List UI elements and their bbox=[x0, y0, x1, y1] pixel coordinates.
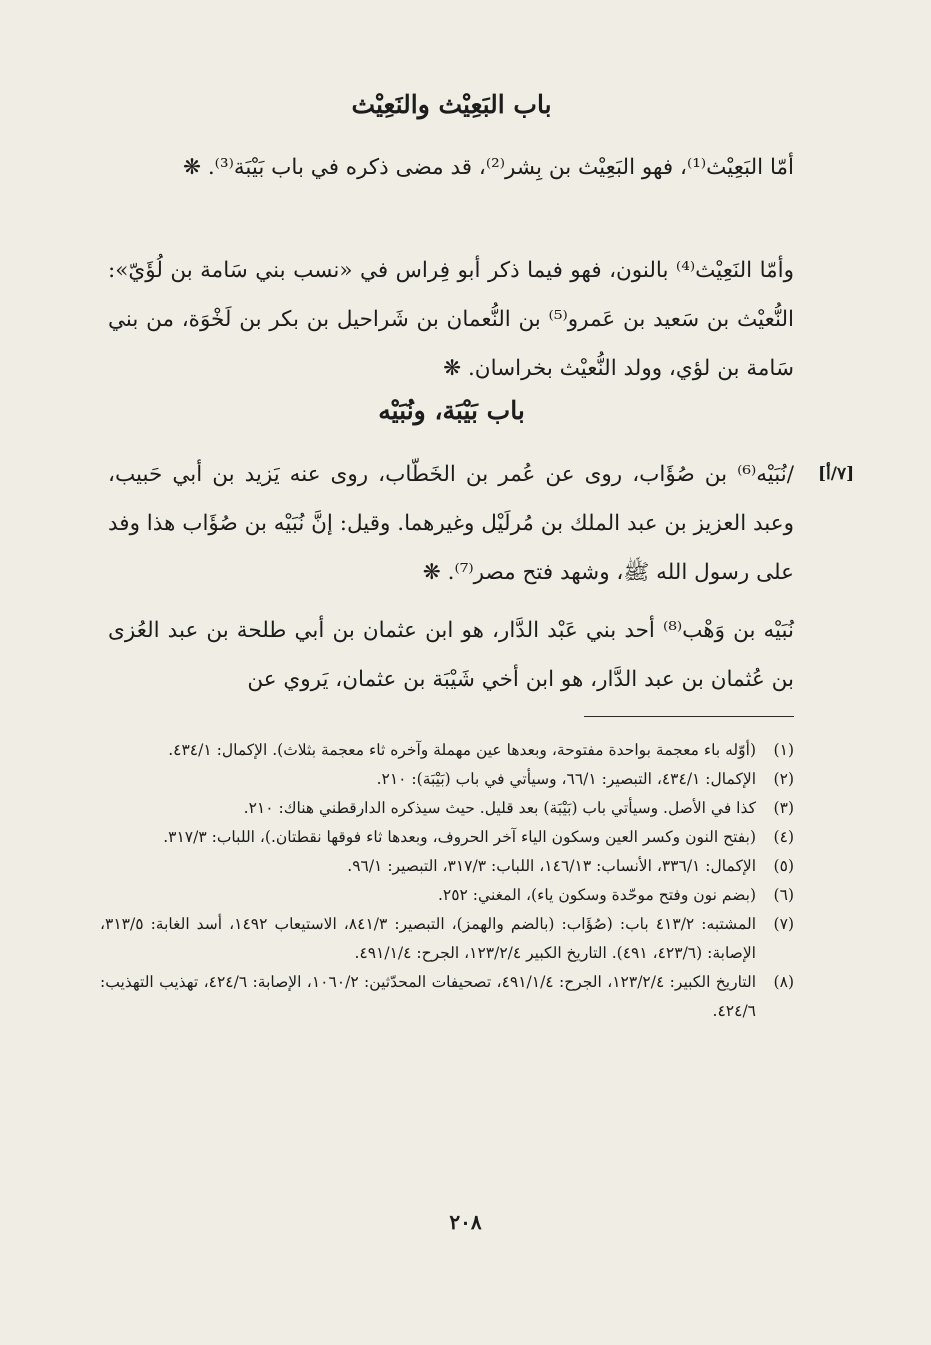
footnote-text: (بفتح النون وكسر العين وسكون الياء آخر الحروف، وبعدها ثاء فوقها نقطتان.)، اللباب: ٣١٧/٣. bbox=[163, 828, 756, 846]
chapter-heading-1: باب البَعِيْث والنَعِيْث bbox=[351, 90, 552, 119]
footnote-number: (٦) bbox=[773, 886, 794, 904]
page-number: ٢٠٨ bbox=[449, 1210, 482, 1234]
chapter-heading-2: باب بَيْبَة، ونُبَيْه bbox=[378, 396, 525, 425]
footnote bbox=[100, 736, 794, 765]
footnote-text: المشتبه: ٤١٣/٢ باب: (صُؤَاب: (بالضم والهمز)، التبصير: ٨٤١/٣، الاستيعاب ١٤٩٢، أسد الغابة: ٣١٣/٥، الإصابة: (٤٢٣/٦، ٤٩١). التاريخ الكبير ١٢٣/٢/٤، الجرح: ٤٩١/١/٤. bbox=[100, 915, 756, 962]
paragraph-2: وأمّا النَعِيْث⁽⁴⁾ بالنون، فهو فيما ذكر أبو فِراس في «نسب بني سَامة بن لُؤَيّ»: النُّعيْث بن سَعيد بن عَمرو⁽⁵⁾ بن النُّعمان بن شَراحيل بن بكر بن لَخْوَة، من بني سَامة بن لؤي، وولد النُّعيْث بخراسان. ❋ bbox=[108, 258, 794, 381]
footnote-number: (٣) bbox=[773, 799, 794, 817]
footnote bbox=[100, 823, 794, 852]
footnote-number: (١) bbox=[773, 741, 794, 759]
footnote bbox=[100, 968, 794, 1026]
footnote bbox=[100, 794, 794, 823]
footnote-separator bbox=[584, 716, 794, 717]
footnote-number: (٢) bbox=[773, 770, 794, 788]
footnote-text: كذا في الأصل. وسيأتي باب (بَيْبَة) بعد قليل. حيث سيذكره الدارقطني هناك: ٢١٠. bbox=[243, 799, 756, 817]
paragraph-3: /نُبَيْه⁽⁶⁾ بن صُؤَاب، روى عن عُمر بن الخَطّاب، روى عنه يَزيد بن أبي حَبيب، وعبد العزيز بن عبد الملك بن مُرلَيْل وغيرهما. وقيل: إنَّ نُبَيْه بن صُؤَاب هذا وفد على رسول الله ﷺ، وشهد فتح مصر⁽⁷⁾. ❋ bbox=[108, 462, 794, 585]
footnote bbox=[100, 852, 794, 881]
footnote-text: الإكمال: ٣٣٦/١، الأنساب: ١٤٦/١٣، اللباب: ٣١٧/٣، التبصير: ٩٦/١. bbox=[347, 857, 756, 875]
footnote bbox=[100, 765, 794, 794]
footnote-text: (أوّله باء معجمة بواحدة مفتوحة، وبعدها عين مهملة وآخره ثاء معجمة بثلاث). الإكمال: ٤٣٤/١. bbox=[168, 741, 756, 759]
footnote-number: (٤) bbox=[773, 828, 794, 846]
paragraph-4: نُبَيْه بن وَهْب⁽⁸⁾ أحد بني عَبْد الدَّار، هو ابن عثمان بن أبي طلحة بن عبد العُزى بن عُثمان بن عبد الدَّار، هو ابن أخي شَيْبَة بن عثمان، يَروي عن bbox=[108, 618, 795, 692]
footnote bbox=[100, 881, 794, 910]
footnote-number: (٥) bbox=[773, 857, 794, 875]
paragraph-1: أمّا البَعِيْث⁽¹⁾، فهو البَعِيْث بن بِشر⁽²⁾، قد مضى ذكره في باب بَيْبَة⁽³⁾. ❋ bbox=[182, 155, 794, 180]
footnote-number: (٨) bbox=[773, 973, 794, 991]
footnote bbox=[100, 910, 794, 968]
manuscript-folio-mark: [٧/أ] bbox=[818, 464, 855, 484]
footnote-text: التاريخ الكبير: ١٢٣/٢/٤، الجرح: ٤٩١/١/٤، تصحيفات المحدّثين: ١٠٦٠/٢، الإصابة: ٤٢٤/٦، تهذيب التهذيب: ٤٢٤/٦. bbox=[100, 973, 757, 1020]
footnote-text: (بضم نون وفتح موحّدة وسكون ياء)، المغني: ٢٥٢. bbox=[437, 886, 756, 904]
footnote-number: (٧) bbox=[773, 915, 794, 933]
footnote-text: الإكمال: ٤٣٤/١، التبصير: ٦٦/١، وسيأتي في باب (بَيْبَة): ٢١٠. bbox=[376, 770, 756, 788]
footnotes bbox=[100, 736, 794, 1026]
